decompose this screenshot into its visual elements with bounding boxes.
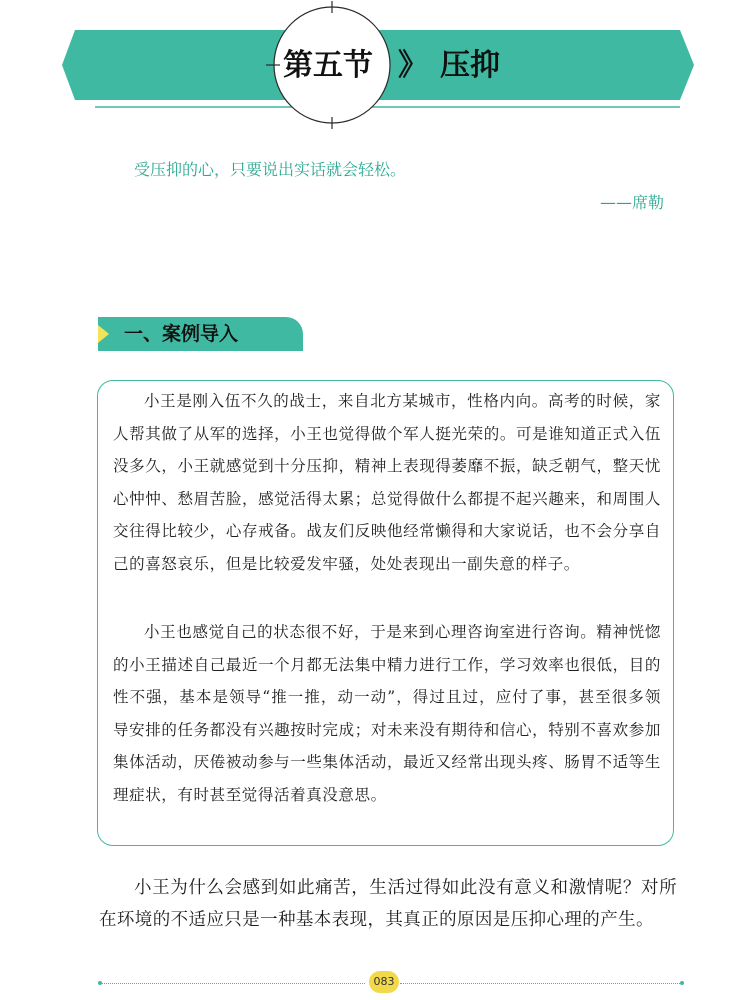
chapter-title: 压抑 bbox=[440, 48, 500, 83]
case-paragraph-1: 小王是刚入伍不久的战士，来自北方某城市，性格内向。高考的时候，家人帮其做了从军的选择，小王也觉得做个军人挺光荣的。可是谁知道正式入伍没多久，小王就感觉到十分压抑，精神上表现得萎靡不振，缺乏朝气，整天忧心忡忡、愁眉苦脸，感觉活得太累；总觉得做什么都提不起兴趣来，和周围人交往得比较少，心存戒备。战友们反映他经常懒得和大家说话，也不会分享自己的喜怒哀乐，但是比较爱发牢骚，处处表现出一副失意的样子。 bbox=[113, 392, 661, 573]
page-number: 083 bbox=[373, 975, 395, 988]
footer-divider-left bbox=[100, 983, 365, 984]
footer-dot-icon bbox=[680, 981, 684, 985]
footer-dot-icon bbox=[98, 981, 102, 985]
epigraph-quote: 受压抑的心，只要说出实话就会轻松。 bbox=[134, 160, 407, 179]
chapter-section-label: 第五节 bbox=[283, 48, 373, 83]
epigraph-author: ——席勒 bbox=[600, 193, 665, 212]
case-paragraph-2: 小王也感觉自己的状态很不好，于是来到心理咨询室进行咨询。精神恍惚的小王描述自己最近一个月都无法集中精力进行工作，学习效率也很低，目的性不强，基本是领导“推一推，动一动”，得过且过，应付了事，甚至很多领导安排的任务都没有兴趣按时完成；对未来没有期待和信心，特别不喜欢参加集体活动，厌倦被动参与一些集体活动，最近又经常出现头疼、肠胃不适等生理症状，有时甚至觉得活着真没意思。 bbox=[113, 623, 661, 804]
body-paragraph: 小王为什么会感到如此痛苦，生活过得如此没有意义和激情呢？对所在环境的不适应只是一种基本表现，其真正的原因是压抑心理的产生。 bbox=[99, 878, 677, 930]
section-title: 一、案例导入 bbox=[124, 323, 239, 345]
chapter-banner bbox=[0, 0, 750, 140]
chevron-icon: 》 bbox=[398, 48, 422, 83]
footer-divider-right bbox=[400, 983, 682, 984]
